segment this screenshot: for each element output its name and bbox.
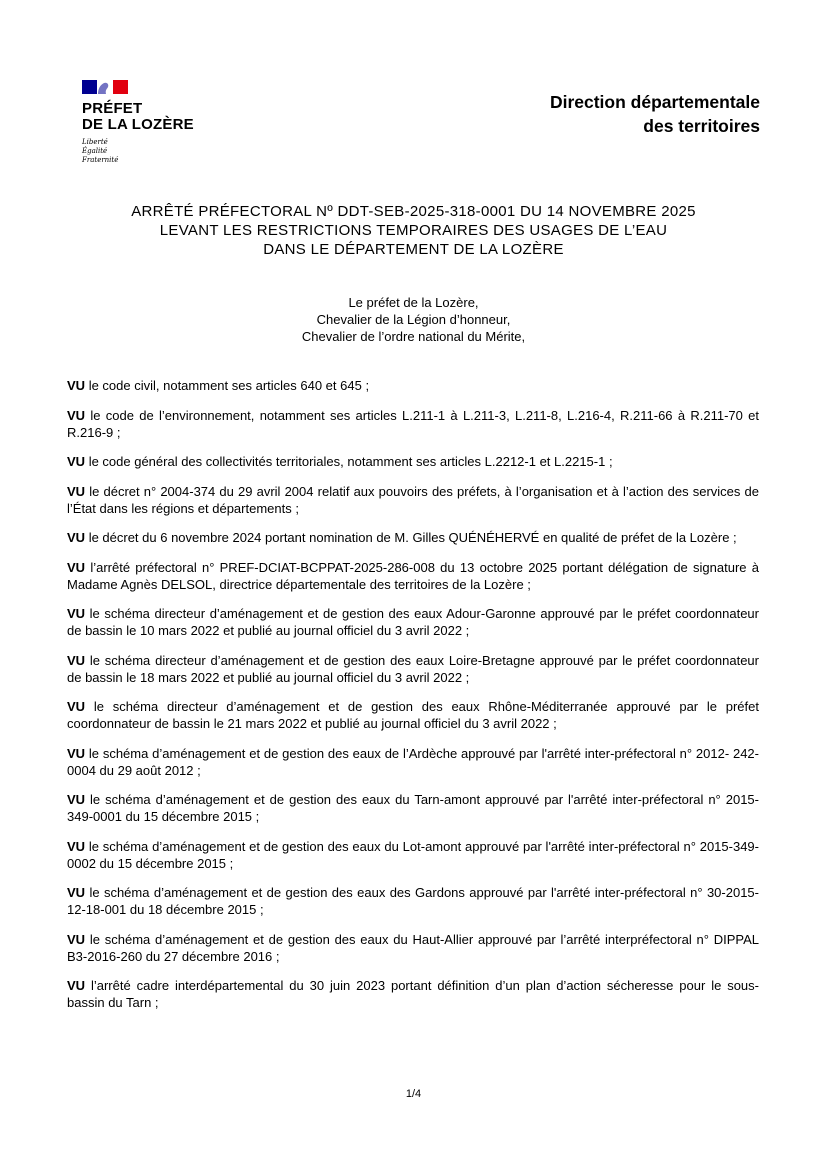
vu-label: VU: [67, 530, 86, 545]
vu-text: le schéma d’aménagement et de gestion des eaux du Lot-amont approuvé par l'arrêté inter-préfectoral n° 2015-349-0002 du 15 décembre 2015 ;: [67, 838, 759, 871]
vu-paragraph: [67, 529, 759, 546]
vu-paragraph: [67, 931, 759, 965]
vu-label: VU: [67, 745, 86, 761]
direction-title: [550, 90, 760, 138]
vu-label: VU: [67, 652, 86, 668]
logo-line-1: PRÉFET: [82, 100, 143, 117]
vu-text: le schéma directeur d’aménagement et de gestion des eaux Rhône-Méditerranée approuvé par le préfet coordonnateur de bassin le 21 mars 2022 et publié au journal officiel du 3 avril 2022 ;: [67, 699, 759, 731]
vu-label: VU: [67, 483, 86, 499]
vu-label: VU: [67, 454, 86, 469]
vu-paragraph: [67, 559, 759, 593]
vu-text: le décret n° 2004-374 du 29 avril 2004 relatif aux pouvoirs des préfets, à l’organisation et à l’action des services de l’État dans les régions et départements ;: [67, 483, 759, 516]
vu-text: le schéma d’aménagement et de gestion des eaux des Gardons approuvé par l'arrêté inter-préfectoral n° 30-2015-12-18-001 du 18 décembre 2015 ;: [67, 885, 759, 917]
republic-motto: [82, 138, 222, 165]
vu-paragraph: [67, 377, 759, 394]
vu-label: VU: [67, 792, 86, 807]
direction-line-2: des territoires: [643, 116, 760, 136]
vu-label: VU: [67, 559, 86, 575]
vu-text: le schéma directeur d’aménagement et de gestion des eaux Adour-Garonne approuvé par le préfet coordonnateur de bassin le 10 mars 2022 et publié au journal officiel du 3 avril 2022 ;: [67, 606, 759, 638]
motto-line: Égalité: [82, 147, 108, 155]
vu-paragraph: [67, 453, 759, 470]
vu-text: le schéma d’aménagement et de gestion des eaux de l’Ardèche approuvé par l'arrêté inter-préfectoral n° 2012- 242-0004 du 29 août 2012 ;: [67, 745, 759, 778]
vu-text: le code de l’environnement, notamment ses articles L.211-1 à L.211-3, L.211-8, L.216-4, R.211-66 à R.211-70 et R.216-9 ;: [67, 407, 759, 440]
vu-paragraph: [67, 698, 759, 732]
preamble-line: Chevalier de l’ordre national du Mérite,: [301, 329, 526, 344]
prefect-preamble: [60, 294, 767, 345]
vu-paragraph: [67, 605, 759, 639]
page-number: 1/4: [405, 1088, 422, 1100]
vu-text: l’arrêté cadre interdépartemental du 30 juin 2023 portant définition d’un plan d’action sécheresse pour le sous-bassin du Tarn ;: [67, 978, 759, 1010]
vu-list: [67, 377, 759, 1024]
vu-label: VU: [67, 699, 86, 714]
vu-paragraph: [67, 838, 759, 872]
vu-text: l’arrêté préfectoral n° PREF-DCIAT-BCPPAT-2025-286-008 du 13 octobre 2025 portant délégation de signature à Madame Agnès DELSOL, directrice départementale des territoires de la Lozère ;: [67, 559, 759, 592]
marianne-profile-icon: [92, 80, 112, 94]
vu-paragraph: [67, 407, 759, 441]
vu-paragraph: [67, 884, 759, 918]
vu-text: le décret du 6 novembre 2024 portant nomination de M. Gilles QUÉNÉHERVÉ en qualité de préfet de la Lozère ;: [88, 530, 737, 545]
vu-label: VU: [67, 978, 86, 993]
vu-label: VU: [67, 378, 86, 393]
decree-title-line: LEVANT LES RESTRICTIONS TEMPORAIRES DES USAGES DE L’EAU: [159, 222, 668, 239]
motto-line: Liberté: [82, 138, 108, 146]
decree-title: [60, 202, 767, 259]
direction-line-1: Direction départementale: [549, 92, 760, 112]
logo-line-2: DE LA LOZÈRE: [82, 116, 194, 133]
vu-paragraph: [67, 483, 759, 517]
logo-title: [82, 101, 222, 133]
vu-text: le code général des collectivités territoriales, notamment ses articles L.2212-1 et L.2215-1 ;: [88, 454, 613, 469]
vu-label: VU: [67, 838, 86, 854]
vu-text: le schéma d’aménagement et de gestion des eaux du Haut-Allier approuvé par l’arrêté interpréfectoral n° DIPPAL B3-2016-260 du 27 décembre 2016 ;: [67, 931, 759, 964]
decree-title-line: ARRÊTÉ PRÉFECTORAL Nº DDT-SEB-2025-318-0001 DU 14 NOVEMBRE 2025: [131, 203, 696, 220]
vu-label: VU: [67, 885, 86, 900]
vu-label: VU: [67, 606, 86, 621]
vu-paragraph: [67, 745, 759, 779]
vu-text: le schéma d’aménagement et de gestion des eaux du Tarn-amont approuvé par l'arrêté inter-préfectoral n° 2015-349-0001 du 15 décembre 2015 ;: [67, 792, 759, 824]
motto-line: Fraternité: [82, 156, 119, 164]
vu-text: le schéma directeur d’aménagement et de gestion des eaux Loire-Bretagne approuvé par le préfet coordonnateur de bassin le 18 mars 2022 et publié au journal officiel du 3 avril 2022 ;: [67, 652, 759, 685]
marianne-flag-icon: [82, 80, 128, 94]
vu-label: VU: [67, 931, 86, 947]
vu-text: le code civil, notamment ses articles 640 et 645 ;: [88, 378, 370, 393]
vu-paragraph: [67, 977, 759, 1011]
preamble-line: Le préfet de la Lozère,: [348, 295, 479, 310]
prefecture-logo: [82, 80, 222, 165]
preamble-line: Chevalier de la Légion d’honneur,: [316, 312, 511, 327]
vu-label: VU: [67, 407, 86, 423]
vu-paragraph: [67, 791, 759, 825]
decree-title-line: DANS LE DÉPARTEMENT DE LA LOZÈRE: [263, 241, 564, 258]
vu-paragraph: [67, 652, 759, 686]
